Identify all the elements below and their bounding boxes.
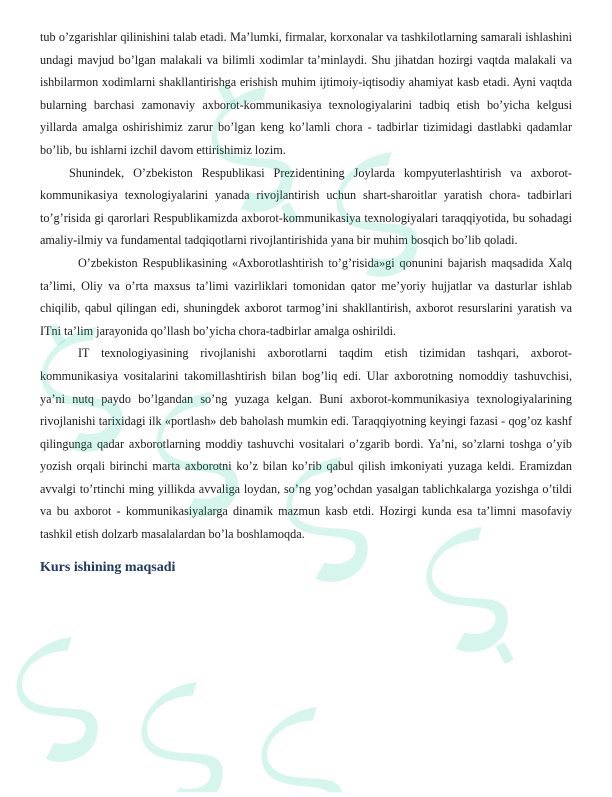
paragraph-intro: tub o’zgarishlar qilinishini talab etadi. Ma’lumki, firmalar, korxonalar va tashkilotlarning samarali ishlashini undagi mavjud bo’lgan malakali va bilimli xodimlar ta’minlaydi. Shu jihatdan hozirgi vaqtda malakali va ishbilarmon xodimlarni shakllantirishga erishish muhim ijtimoiy-iqtisodiy ahamiyat kasb etadi. Ayni vaqtda bularning barchasi zamonaviy axborot-kommunikasiya texnologiyalarini tadbiq etish bo’yicha kelgusi yillarda amalga oshirishimiz zarur bo’lgan keng ko’lamli chora - tadbirlar tizimidagi dastlabki qadamlar bo’lib, bu ishlarni izchil davom ettirishimiz lozim. [40, 30, 572, 157]
section-heading: Kurs ishining maqsadi [40, 559, 176, 575]
document-page [40, 26, 572, 578]
paragraph-presidential-decree: Shunindek, O’zbekiston Respublikasi Prezidentining Joylarda kompyuterlashtirish va axborot-kommunikasiya texnologiyalarini yanada rivojlantirish uchun shart-sharoitlar yaratish chora- tadbirlari to’g’risida gi qarorlari Respublikamizda axborot-kommunikasiya texnologiyalari taraqqiyotida, bu sohadagi amaliy-ilmiy va fundamental tadqiqotlarni rivojlantirishida yana bir muhim bosqich bo’lib qoladi. [40, 165, 572, 248]
paragraph-it-development: IT texnologiyasining rivojlanishi axborotlarni taqdim etish tizimidan tashqari, axborot-kommunikasiya vositalarini takomillashtirish bilan bog’liq edi. Ular axborotning nomoddiy tashuvchisi, ya’ni nutq paydo bo’lgandan so’ng yuzaga kelgan. Buni axborot-kommunikasiya texnologiyalarining rivojlanishi tarixidagi ilk «portlash» deb baholash mumkin edi. Taraqqiyotning keyingi fazasi - qog’oz kashf qilingunga qadar axborotlarning moddiy tashuvchi vositalari o’zgarib bordi. Ya’ni, so’zlarni toshga o’yib yozish orqali birinchi marta axborotni ko’z bilan ko’rib qabul qilish imkoniyati yuzaga keldi. Eramizdan avvalgi to’rtinchi ming yillikda avvaliga loydan, so’ng yog’ochdan yasalgan tablichkalarga yozishga o’tildi va bu axborot - kommunikasiyalarga dinamik mazmun kasb etdi. Hozirgi kunda esa ta’limni masofaviy tashkil etish dolzarb masalalardan bo’la boshlamoqda. [40, 346, 572, 542]
paragraph-informatization-law: O’zbekiston Respublikasining «Axborotlashtirish to’g’risida»gi qonunini bajarish maqsadida Xalq ta’limi, Oliy va o’rta maxsus ta’limi vazirliklari tomonidan qator me’yoriy hujjatlar va dasturlar ishlab chiqilib, qabul qilingan edi, shuningdek axborot tarmog’ini shakllantirish, axborot resurslarini yaratish va ITni ta’lim jarayonida qo’llash bo’yicha chora-tadbirlar amalga oshirildi. [40, 255, 572, 338]
